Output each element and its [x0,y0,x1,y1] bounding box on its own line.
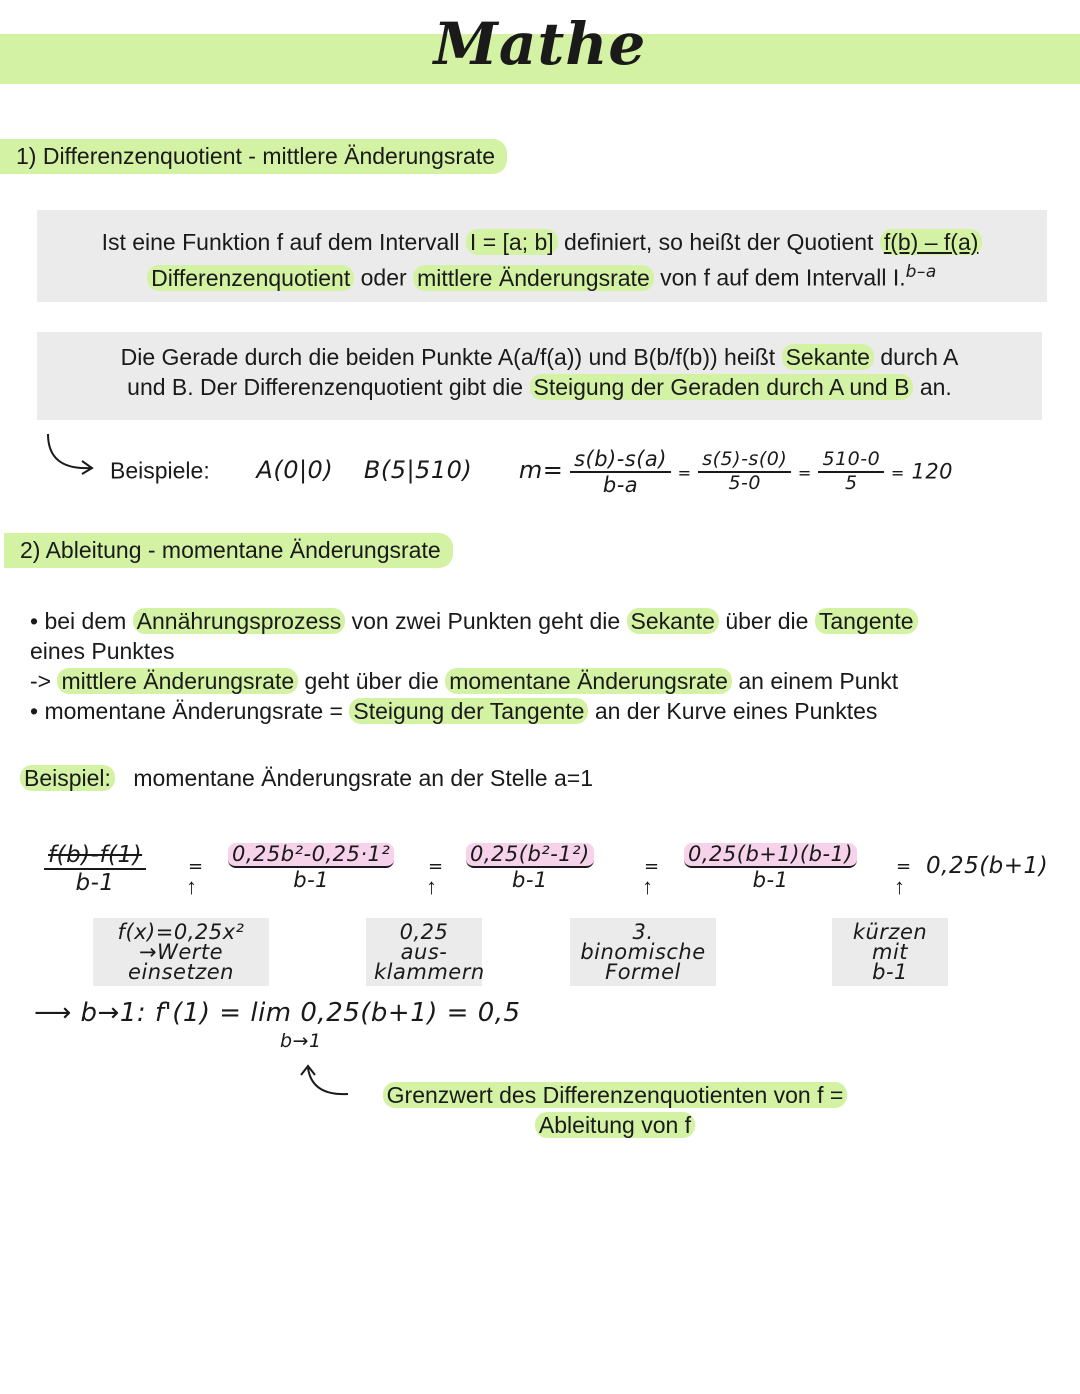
slope-fraction-1: $\frac{s(b)-s(a)}{b-a}$ [570,448,671,496]
slope-fraction-3: $\frac{510-0}{5}$ [818,450,884,494]
conclusion-line-1: Grenzwert des Differenzenquotienten von f = [383,1082,848,1108]
bullet-3: • momentane Änderungsrate = Steigung der Tangente an der Kurve eines Punktes [30,698,878,724]
quotient-numerator: f(b) – f(a) [880,229,983,255]
note-factor-out: 0,25 aus- klammern [366,918,482,986]
derivation-step-1: $\frac{f(b)-f(1)}{b-1}$ [44,843,146,895]
point-a: A(0|0) [256,456,334,485]
limit-subscript: b→1 [280,1030,322,1052]
equals-4: = [896,856,912,877]
arrow-up-icon: ↑ [186,874,197,899]
limit-expression: b→1: f'(1) = lim 0,25(b+1) = 0,5 [80,998,521,1028]
term-steigung-geraden: Steigung der Geraden durch A und B [530,374,914,400]
section-2-heading: 2) Ableitung - momentane Änderungsrate [4,533,453,568]
note-binomial: 3. binomische Formel [570,918,716,986]
arrow-up-icon: ↑ [642,874,653,899]
page-title: Mathe [433,10,647,78]
long-arrow-icon: ⟶ [34,998,72,1028]
quotient-denominator: b–a [905,262,937,282]
definition-line-1: Ist eine Funktion f auf dem Intervall I = [a; b] definiert, so heißt der Quotient f(b) – f(a) [37,210,1047,257]
slope-fraction-2: $\frac{s(5)-s(0)}{5-0}$ [698,450,791,494]
conclusion [350,1080,880,1140]
secant-line-1: Die Gerade durch die beiden Punkte A(a/f(a)) und B(b/f(b)) heißt Sekante durch A [120,344,959,370]
example-2-label: Beispiel: [20,765,115,791]
note-substitute: f(x)=0,25x² →Werte einsetzen [93,918,269,986]
interval-highlight: I = [a; b] [466,229,558,255]
limit-line [34,998,521,1028]
section-1-heading: 1) Differenzenquotient - mittlere Änderungsrate [0,139,507,174]
secant-line-2: und B. Der Differenzenquotient gibt die Steigung der Geraden durch A und B an. [127,374,952,400]
definition-box [37,210,1047,302]
term-differenzenquotient: Differenzenquotient [147,265,354,291]
example-1-row: Beispiele: A(0|0) B(5|510) m= $\frac{s(b)-s(a)}{b-a}$ = $\frac{s(5)-s(0)}{5-0}$ = $\frac{510-0}{5}$ = 120 [110,447,954,498]
arrow-up-icon: ↑ [426,874,437,899]
example-2-heading [20,765,593,792]
equals-2: = [428,856,444,877]
example-1-label: Beispiele: [110,457,210,484]
curved-arrow-icon [40,430,100,480]
conclusion-line-2: Ableitung von f [535,1112,695,1138]
bullet-2: -> mittlere Änderungsrate geht über die momentane Änderungsrate an einem Punkt [30,668,899,694]
equals-3: = [644,856,660,877]
return-arrow-icon [298,1062,354,1102]
point-b: B(5|510) [363,456,473,485]
secant-box [37,332,1042,420]
slope-label: m= [518,456,564,485]
example-2-text: momentane Änderungsrate an der Stelle a=1 [133,765,593,791]
definition-line-2: Differenzenquotient oder mittlere Änderungsrate von f auf dem Intervall I.$^{b-a}$ [37,257,1047,293]
arrow-up-icon: ↑ [894,874,905,899]
derivation-step-3: $\frac{\text{0,25(b²-1²)}}{b-1}$ [466,843,594,891]
bullet-list [30,606,1040,726]
equals-1: = [188,856,204,877]
term-sekante: Sekante [782,344,874,370]
derivation-step-5: 0,25(b+1) [926,853,1049,879]
derivation-step-4: $\frac{0,25(b+1)(b-1)}{b-1}$ [684,843,857,891]
slope-result: 120 [911,459,954,484]
derivation-step-2: $\frac{\text{0,25b²-0,25·1²}}{b-1}$ [228,843,394,891]
bullet-1-continued: eines Punktes [30,638,175,664]
bullet-1: • bei dem Annährungsprozess von zwei Punkten geht die Sekante über die Tangente [30,606,1040,636]
note-cancel: kürzen mit b-1 [832,918,948,986]
term-mittlere-aenderungsrate: mittlere Änderungsrate [413,265,654,291]
